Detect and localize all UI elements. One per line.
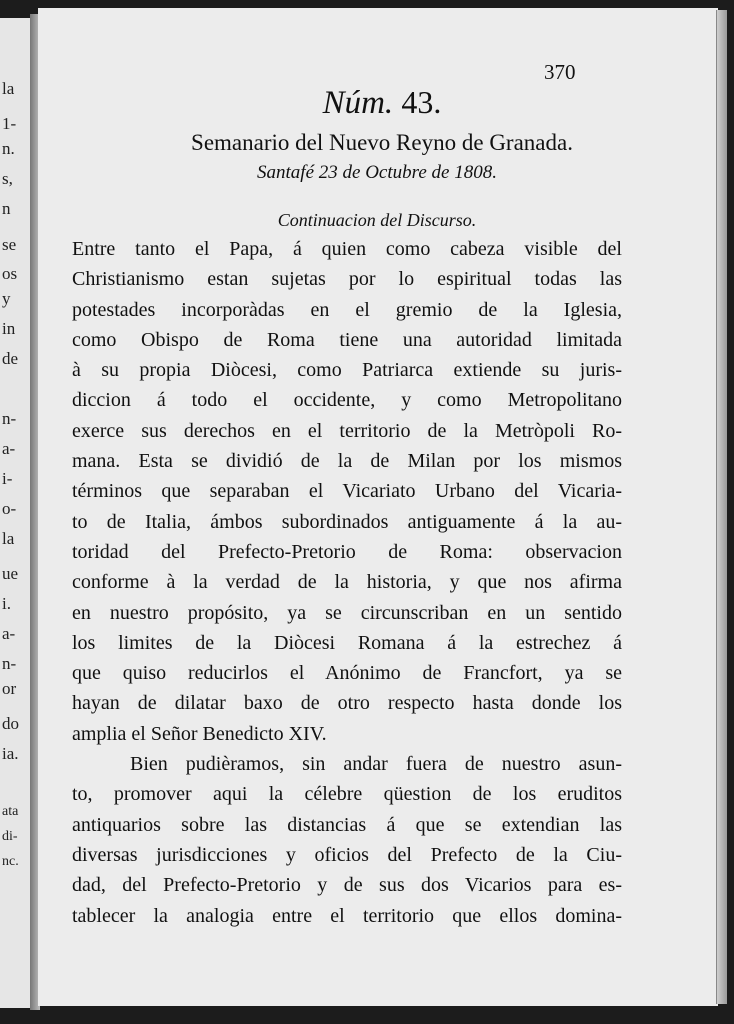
left-page-text-fragment: i- bbox=[2, 469, 13, 488]
text-line: conforme à la verdad de la historia, y que nos afirma bbox=[72, 571, 622, 594]
left-page-text-fragment: n- bbox=[2, 409, 17, 428]
text-line: diccion á todo el occidente, y como Metropolitano bbox=[72, 389, 622, 412]
text-line: tablecer la analogia entre el territorio que ellos domina- bbox=[72, 904, 622, 927]
text-line: los limites de la Diòcesi Romana á la estrechez á bbox=[72, 631, 622, 654]
text-line: términos que separaban el Vicariato Urbano del Vicaria- bbox=[72, 480, 622, 503]
text-line: en nuestro propósito, ya se circunscriban en un sentido bbox=[72, 601, 622, 624]
text-line: diversas jurisdicciones y oficios del Prefecto de la Ciu- bbox=[72, 843, 622, 866]
left-page-text-fragment: a- bbox=[2, 624, 16, 643]
section-title: Continuacion del Discurso. bbox=[277, 210, 477, 230]
left-page-text-fragment: se bbox=[2, 235, 17, 254]
left-page-text-fragment: la bbox=[2, 79, 15, 98]
left-page-text-fragment: in bbox=[2, 319, 16, 338]
left-page-text-fragment: la bbox=[2, 529, 15, 548]
left-page-text-fragment: i. bbox=[2, 594, 11, 613]
left-page-text-fragment: n bbox=[2, 199, 11, 218]
left-page-text-fragment: y bbox=[2, 289, 11, 308]
issue-label: Núm. bbox=[322, 85, 394, 121]
issue-number: 43. bbox=[401, 84, 442, 120]
text-line: dad, del Prefecto-Pretorio y de sus dos Vicarios para es- bbox=[72, 874, 622, 897]
text-line: mana. Esta se dividió de la de Milan por los mismos bbox=[72, 450, 622, 473]
left-page-text-fragment: o- bbox=[2, 499, 17, 518]
masthead-title: Semanario del Nuevo Reyno de Granada. bbox=[191, 130, 573, 155]
text-line: Christianismo estan sujetas por lo espiritual todas las bbox=[72, 268, 622, 291]
text-line: potestades incorporàdas en el gremio de la Iglesia, bbox=[72, 298, 622, 321]
left-page-text-fragment: do bbox=[2, 714, 19, 733]
left-page-text-fragment: a- bbox=[2, 439, 16, 458]
left-page-text-fragment: s, bbox=[2, 169, 13, 188]
text-line: à su propia Diòcesi, como Patriarca extiende su juris- bbox=[72, 359, 622, 382]
page-edge bbox=[716, 10, 727, 1004]
left-page-text-fragment: os bbox=[2, 264, 18, 283]
text-line: hayan de dilatar baxo de otro respecto hasta donde los bbox=[72, 692, 622, 715]
text-line: Entre tanto el Papa, á quien como cabeza visible del bbox=[72, 238, 622, 260]
left-page-text-fragment: ia. bbox=[2, 744, 19, 763]
text-line: antiquarios sobre las distancias á que se extendian las bbox=[72, 813, 622, 836]
issue-heading bbox=[0, 84, 734, 122]
left-page-text-fragment: nc. bbox=[2, 854, 19, 869]
text-line: amplia el Señor Benedicto XIV. bbox=[72, 722, 327, 745]
text-line: como Obispo de Roma tiene una autoridad limitada bbox=[72, 328, 622, 351]
left-page-text-fragment: n- bbox=[2, 654, 17, 673]
text-line: toridad del Prefecto-Pretorio de Roma: observacion bbox=[72, 540, 622, 563]
left-page-text-fragment: de bbox=[2, 349, 19, 368]
left-page-text-fragment: 1- bbox=[2, 114, 17, 133]
left-page-text-fragment: ata bbox=[2, 804, 19, 819]
left-page-text-fragment: di- bbox=[2, 829, 18, 844]
text-line: que quiso reducirlos el Anónimo de Francfort, ya se bbox=[72, 662, 622, 685]
page-number: 370 bbox=[544, 60, 576, 84]
text-line: exerce sus derechos en el territorio de la Metròpoli Ro- bbox=[72, 419, 622, 442]
dateline: Santafé 23 de Octubre de 1808. bbox=[257, 162, 497, 183]
left-page-text-fragment: ue bbox=[2, 564, 19, 583]
text-line: to, promover aqui la célebre qüestion de los eruditos bbox=[72, 783, 622, 806]
left-page-text-fragment: n. bbox=[2, 139, 15, 158]
body-text bbox=[72, 234, 622, 931]
left-page-text-fragment: or bbox=[2, 679, 17, 698]
text-line: to de Italia, ámbos subordinados antiguamente á la au- bbox=[72, 510, 622, 533]
text-line: Bien pudièramos, sin andar fuera de nuestro asun- bbox=[130, 753, 622, 776]
